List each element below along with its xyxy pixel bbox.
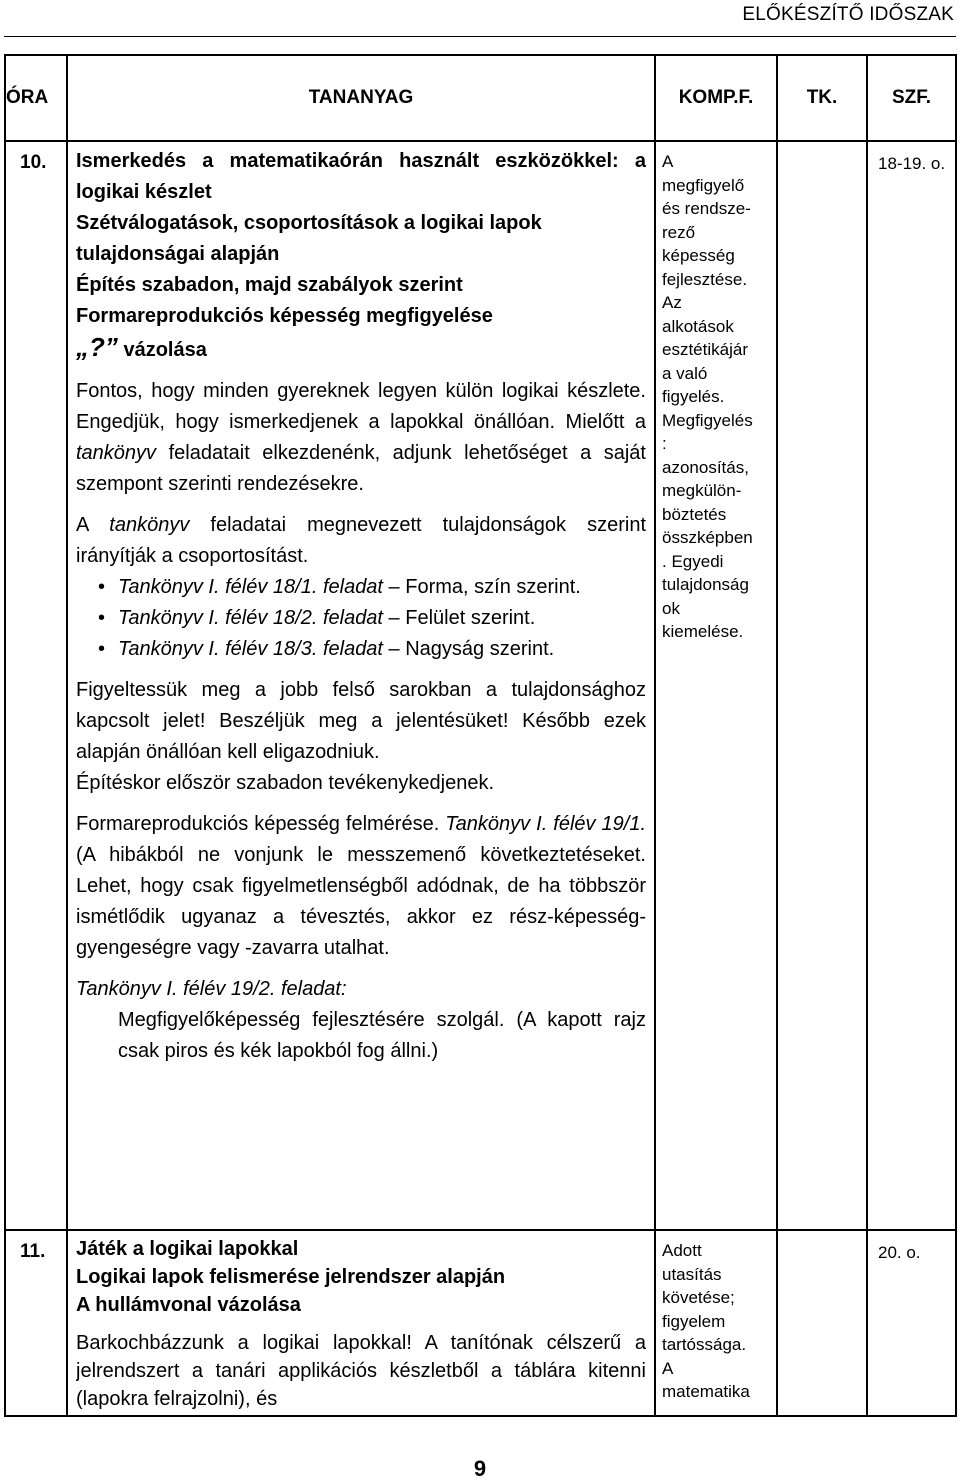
competency-line: a való	[662, 363, 708, 383]
competency-line: képesség	[662, 246, 735, 265]
competency-line: összképben	[662, 528, 753, 547]
workbook-pages: 18-19. o.	[867, 141, 956, 1230]
competency-line: figyelem	[662, 1311, 726, 1331]
competency-line: . Egyedi	[662, 551, 724, 571]
competency-line: fejlesztése.	[662, 269, 748, 289]
competency-line: megfigyelő	[662, 175, 745, 195]
paragraph: Fontos, hogy minden gyereknek legyen külön logikai készlete. Engedjük, hogy ismerkedjenek a lapokkal önállóan. Mielőtt a tankönyv feladatait elkezdenénk, adjunk lehetőséget a saját szempont szerinti rendezésekre.	[76, 380, 646, 495]
competency-line: tartóssága.	[662, 1335, 747, 1354]
lesson-title-line: Ismerkedés a matematikaórán használt eszközökkel: a logikai készlet	[76, 150, 646, 203]
competency-line: matematika	[662, 1382, 750, 1401]
lesson-row-10	[5, 141, 956, 1230]
col-header-komp: KOMP.F.	[655, 55, 777, 141]
task-list	[76, 572, 646, 665]
competency-line: követése;	[662, 1288, 735, 1307]
col-header-ora: ÓRA	[5, 55, 67, 141]
lesson-title-line: Szétválogatások, csoportosítások a logikai lapok tulajdonságai alapján	[76, 212, 542, 265]
col-header-tk: TK.	[777, 55, 867, 141]
competency-line: A	[662, 152, 674, 171]
lesson-title-line: Építés szabadon, majd szabályok szerint	[76, 274, 463, 296]
lesson-number: 11.	[5, 1230, 67, 1416]
lesson-title-line: A hullámvonal vázolása	[76, 1294, 301, 1316]
paragraph: Megfigyelőképesség fejlesztésére szolgál. (A kapott rajz csak piros és kék lapokból fog állni.)	[118, 1009, 646, 1062]
col-header-tananyag: TANANYAG	[67, 55, 655, 141]
lesson-content	[67, 141, 655, 1230]
competency-line: alkotások	[662, 316, 734, 336]
task-reference: Tankönyv I. félév 19/2. feladat:	[76, 978, 347, 1000]
shape-drawing-label: vázolása	[123, 339, 207, 361]
table-header-row	[5, 55, 956, 141]
competency-line: esztétikájár	[662, 340, 748, 359]
quote-close: ”	[104, 332, 118, 362]
competency-line: Az	[662, 293, 682, 312]
lesson-title-line: Formareprodukciós képesség megfigyelése	[76, 305, 493, 327]
competency-line: tulajdonság	[662, 575, 749, 594]
paragraph: Építéskor először szabadon tevékenykedjenek.	[76, 772, 495, 794]
competency-line: A	[662, 1358, 674, 1378]
textbook-cell	[777, 141, 867, 1230]
competency-line: ok	[662, 598, 680, 618]
lesson-title-line: Játék a logikai lapokkal	[76, 1238, 299, 1260]
competency-cell	[655, 1230, 777, 1416]
paragraph: Figyeltessük meg a jobb felső sarokban a tulajdonsághoz kapcsolt jelet! Beszéljük meg a jelentésüket! Később ezek alapján önállóan kell eligazodniuk.	[76, 679, 646, 763]
col-header-szf: SZF.	[867, 55, 956, 141]
lesson-number: 10.	[5, 141, 67, 1230]
lesson-title-line: Logikai lapok felismerése jelrendszer alapján	[76, 1266, 506, 1288]
workbook-pages: 20. o.	[867, 1230, 956, 1416]
competency-line: kiemelése.	[662, 622, 744, 641]
lesson-row-11	[5, 1230, 956, 1416]
wave-shape-icon: ?	[89, 332, 105, 362]
running-head: ELŐKÉSZÍTŐ IDŐSZAK	[742, 4, 954, 25]
textbook-cell	[777, 1230, 867, 1416]
lesson-content	[67, 1230, 655, 1416]
list-item: • Tankönyv I. félév 18/2. feladat – Felület szerint.	[98, 603, 646, 634]
list-item: • Tankönyv I. félév 18/3. feladat – Nagyság szerint.	[98, 634, 646, 665]
competency-line: rező	[662, 222, 696, 242]
competency-cell	[655, 141, 777, 1230]
shape-drawing-title	[76, 332, 646, 366]
competency-line: és rendsze-	[662, 199, 751, 218]
lesson-table	[4, 54, 957, 1417]
quote-open: „	[76, 332, 89, 362]
header-rule	[4, 36, 956, 37]
competency-line: azonosítás,	[662, 457, 749, 477]
competency-line: figyelés.	[662, 387, 725, 406]
page-number: 9	[473, 1456, 487, 1481]
paragraph: A tankönyv feladatai megnevezett tulajdonságok szerint irányítják a csoportosítást.	[76, 514, 647, 567]
paragraph: Barkochbázzunk a logikai lapokkal! A tanítónak célszerű a jelrendszert a tanári applikációs készletből a táblára kitenni (lapokra felrajzolni), és	[76, 1332, 646, 1410]
competency-line: Megfigyelés	[662, 410, 753, 430]
competency-line: :	[662, 434, 667, 453]
competency-line: megkülön-	[662, 481, 742, 500]
competency-line: böztetés	[662, 504, 727, 524]
competency-line: Adott	[662, 1241, 702, 1260]
paragraph: Formareprodukciós képesség felmérése. Tankönyv I. félév 19/1. (A hibákból ne vonjunk le messzemenő következtetéseket. Lehet, hogy csak figyelmetlenségből adódnak, de ha többször ismétlődik ugyanaz a tévesztés, akkor ez rész-képesség-gyengeségre vagy -zavarra utalhat.	[76, 813, 646, 959]
competency-line: utasítás	[662, 1264, 722, 1284]
list-item: • Tankönyv I. félév 18/1. feladat – Forma, szín szerint.	[98, 572, 646, 603]
